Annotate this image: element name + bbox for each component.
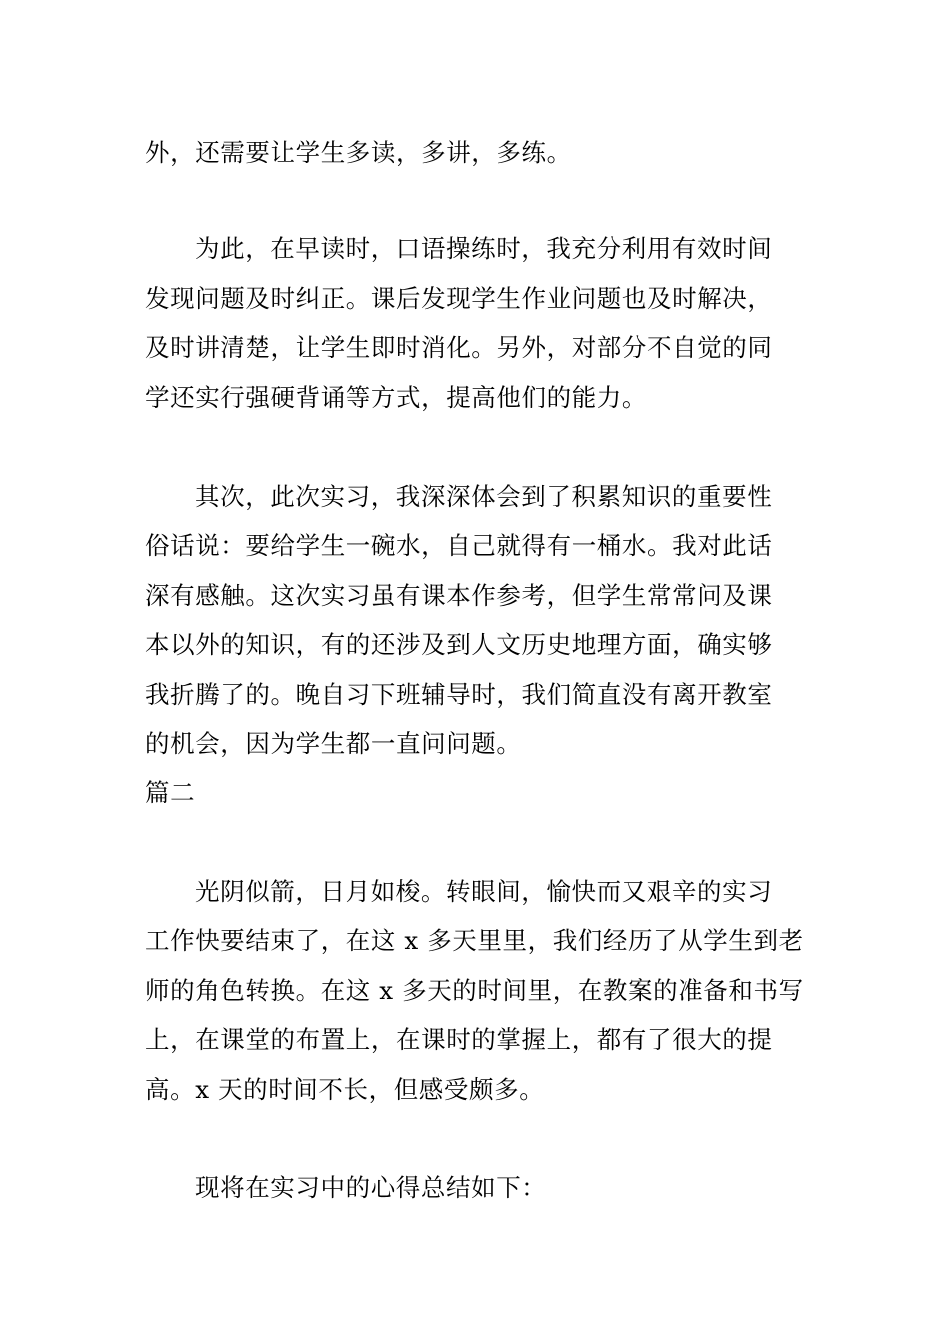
text-line: 学还实行强硬背诵等方式，提高他们的能力。 <box>145 383 647 412</box>
section-heading: 篇二 <box>145 778 196 807</box>
text-line: 深有感触。这次实习虽有课本作参考，但学生常常问及课 <box>145 581 773 610</box>
paragraph-first-line: 为此，在早读时，口语操练时，我充分利用有效时间 <box>195 234 773 263</box>
text-line: 高。x 天的时间不长，但感受颇多。 <box>145 1075 545 1104</box>
text-line: 外，还需要让学生多读，多讲，多练。 <box>145 138 572 167</box>
text-line: 的机会，因为学生都一直问问题。 <box>145 729 522 758</box>
text-line: 俗话说：要给学生一碗水，自己就得有一桶水。我对此话 <box>145 531 773 560</box>
paragraph-first-line: 光阴似箭，日月如梭。转眼间，愉快而又艰辛的实习 <box>195 877 773 906</box>
text-line: 发现问题及时纠正。课后发现学生作业问题也及时解决， <box>145 284 773 313</box>
text-line: 我折腾了的。晚自习下班辅导时，我们简直没有离开教室 <box>145 680 773 709</box>
text-line: 及时讲清楚，让学生即时消化。另外，对部分不自觉的同 <box>145 333 773 362</box>
paragraph-first-line: 现将在实习中的心得总结如下： <box>195 1173 547 1202</box>
text-line: 上，在课堂的布置上，在课时的掌握上，都有了很大的提 <box>145 1025 773 1054</box>
paragraph-first-line: 其次，此次实习，我深深体会到了积累知识的重要性 <box>195 482 773 511</box>
text-line: 本以外的知识，有的还涉及到人文历史地理方面，确实够 <box>145 630 773 659</box>
text-line: 工作快要结束了，在这 x 多天里里，我们经历了从学生到老 <box>145 926 804 955</box>
text-line: 师的角色转换。在这 x 多天的时间里，在教案的准备和书写 <box>145 976 804 1005</box>
